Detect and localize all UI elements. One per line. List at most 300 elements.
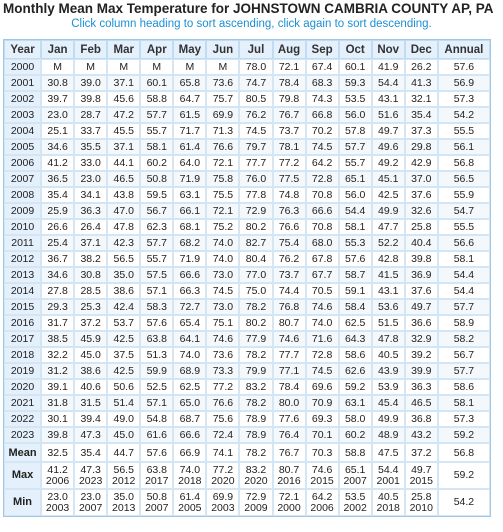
year-cell: 2009 [4,203,41,219]
annual-cell: 57.3 [438,91,490,107]
min-cell [372,489,405,516]
month-cell: 66.6 [173,267,206,283]
min-year: 2009 [244,501,268,514]
max-cell [206,462,239,489]
month-cell: 50.8 [140,171,173,187]
month-cell: 28.7 [74,107,107,123]
month-cell: 55.7 [140,123,173,139]
month-cell: 80.2 [239,219,272,235]
month-cell: 47.8 [107,219,140,235]
min-year: 2000 [277,501,301,514]
month-cell: 47.3 [74,427,107,443]
month-cell: 78.9 [239,427,272,443]
min-year: 2005 [178,501,202,514]
min-cell [140,489,173,516]
month-cell: 74.0 [173,347,206,363]
month-cell: 42.9 [405,155,438,171]
month-cell: 76.6 [206,139,239,155]
month-cell: 76.4 [273,427,306,443]
month-cell: 60.1 [140,75,173,91]
min-cell [273,489,306,516]
max-cell [74,462,107,489]
month-cell: M [41,59,74,75]
month-cell: 36.6 [405,315,438,331]
month-cell: 58.6 [339,347,372,363]
month-cell: 57.6 [140,315,173,331]
month-cell: 39.4 [74,411,107,427]
min-year: 2002 [343,501,367,514]
month-cell: 73.0 [206,267,239,283]
month-cell: 49.9 [372,203,405,219]
month-cell: M [140,59,173,75]
min-year: 2003 [211,501,235,514]
month-cell: 39.0 [74,75,107,91]
header-row [4,40,490,59]
month-cell: 75.6 [206,411,239,427]
year-cell: 2006 [4,155,41,171]
year-cell: 2008 [4,187,41,203]
month-cell: 78.0 [239,59,272,75]
year-cell: 2016 [4,315,41,331]
month-cell: 80.7 [273,315,306,331]
month-cell: 73.0 [206,299,239,315]
month-cell: 46.5 [405,395,438,411]
max-value: 54.4 [378,463,399,476]
month-cell: 71.9 [173,171,206,187]
month-cell: 56.5 [107,251,140,267]
month-cell: 38.6 [74,363,107,379]
table-row [4,171,490,187]
annual-cell: 56.1 [438,139,490,155]
month-cell: 47.7 [372,219,405,235]
month-cell: 72.1 [206,203,239,219]
min-annual-cell: 54.2 [438,489,490,516]
mean-cell: 47.5 [372,443,405,462]
month-cell: 25.9 [41,203,74,219]
month-cell: 41.2 [41,155,74,171]
max-value: 49.7 [411,463,432,476]
month-cell: 75.1 [206,315,239,331]
month-cell: 72.4 [206,427,239,443]
month-cell: 49.7 [372,123,405,139]
year-cell: 2018 [4,347,41,363]
month-cell: 51.5 [372,315,405,331]
min-value: 64.2 [311,490,333,503]
max-cell [372,462,405,489]
max-cell [405,462,438,489]
year-cell: 2021 [4,395,41,411]
year-cell: 2014 [4,283,41,299]
max-cell [140,462,173,489]
month-cell: 68.2 [173,235,206,251]
year-cell: 2002 [4,91,41,107]
annual-cell: 56.7 [438,347,490,363]
month-cell: 25.1 [41,123,74,139]
month-cell: 45.4 [372,395,405,411]
month-cell: 66.8 [306,107,339,123]
annual-cell: 54.4 [438,283,490,299]
table-row [4,363,490,379]
min-cell [41,489,74,516]
month-cell: 51.4 [107,395,140,411]
month-cell: 62.5 [173,379,206,395]
month-cell: 78.4 [273,379,306,395]
month-cell: 78.2 [239,299,272,315]
month-cell: 74.5 [306,139,339,155]
month-cell: 54.4 [372,75,405,91]
month-cell: 49.2 [372,155,405,171]
month-cell: 72.1 [206,155,239,171]
year-cell: 2020 [4,379,41,395]
table-row [4,91,490,107]
month-cell: 57.7 [140,235,173,251]
min-value: 23.0 [80,490,101,503]
month-cell: 64.1 [173,331,206,347]
month-cell: 45.0 [74,347,107,363]
month-cell: 39.8 [74,91,107,107]
month-cell: 74.8 [273,187,306,203]
max-year: 2018 [178,474,202,487]
month-cell: 62.3 [140,219,173,235]
max-year: 2016 [277,474,301,487]
month-cell: 70.1 [306,427,339,443]
column-header-jan[interactable]: Jan [41,40,74,59]
month-cell: 55.3 [339,235,372,251]
min-year: 2007 [78,501,103,514]
month-cell: 75.2 [206,219,239,235]
column-header-annual[interactable]: Annual [438,40,490,59]
year-cell: 2004 [4,123,41,139]
max-value: 56.5 [113,463,134,476]
month-cell: 63.8 [140,331,173,347]
max-value: 47.3 [80,463,101,476]
month-cell: 34.6 [41,139,74,155]
month-cell: 78.9 [239,411,272,427]
min-year: 2010 [409,501,433,514]
annual-cell: 54.2 [438,107,490,123]
month-cell: 80.0 [273,395,306,411]
month-cell: 47.8 [372,331,405,347]
month-cell: 45.5 [107,123,140,139]
month-cell: 42.4 [107,299,140,315]
column-header-oct[interactable]: Oct [339,40,372,59]
month-cell: 61.4 [173,139,206,155]
month-cell: 58.0 [339,411,372,427]
month-cell: 74.0 [306,315,339,331]
min-year: 2003 [45,501,70,514]
month-cell: 75.4 [273,235,306,251]
max-cell [273,462,306,489]
mean-cell: 58.8 [339,443,372,462]
month-cell: 30.8 [41,75,74,91]
max-year: 2015 [310,474,334,487]
annual-cell: 58.6 [438,379,490,395]
min-value: 25.8 [411,490,432,503]
month-cell: 42.3 [107,235,140,251]
month-cell: 36.5 [41,171,74,187]
month-cell: 57.7 [140,107,173,123]
year-cell: 2003 [4,107,41,123]
month-cell: 80.4 [239,251,272,267]
max-cell [306,462,339,489]
month-cell: 23.0 [41,107,74,123]
table-row [4,235,490,251]
month-cell: 68.9 [173,363,206,379]
month-cell: 33.0 [74,155,107,171]
year-cell: 2012 [4,251,41,267]
month-cell: 77.2 [273,155,306,171]
month-cell: 40.4 [405,235,438,251]
month-cell: 56.7 [140,203,173,219]
annual-cell: 55.9 [438,187,490,203]
max-year: 2017 [145,474,169,487]
max-row [4,462,490,489]
table-row [4,59,490,75]
month-cell: 39.2 [405,347,438,363]
month-cell: 29.8 [405,139,438,155]
table-row [4,219,490,235]
month-cell: 67.7 [306,267,339,283]
column-header-may[interactable]: May [173,40,206,59]
year-cell: 2007 [4,171,41,187]
month-cell: 75.8 [206,171,239,187]
table-row [4,187,490,203]
year-cell: 2023 [4,427,41,443]
month-cell: 25.4 [41,235,74,251]
table-row [4,107,490,123]
month-cell: 68.1 [173,219,206,235]
min-year: 2006 [310,501,334,514]
month-cell: 64.3 [339,331,372,347]
month-cell: 73.7 [273,123,306,139]
year-cell: 2010 [4,219,41,235]
table-row [4,315,490,331]
min-row [4,489,490,516]
min-cell [74,489,107,516]
mean-cell: 74.1 [206,443,239,462]
month-cell: 70.5 [306,283,339,299]
annual-cell: 56.5 [438,171,490,187]
month-cell: M [206,59,239,75]
min-value: 53.5 [344,490,366,503]
month-cell: 68.7 [173,411,206,427]
min-year: 2018 [376,501,400,514]
mean-cell: 37.2 [405,443,438,462]
mean-label: Mean [4,443,41,462]
annual-cell: 55.5 [438,219,490,235]
month-cell: 32.6 [405,203,438,219]
month-cell: 69.3 [306,411,339,427]
table-row [4,155,490,171]
month-cell: 77.0 [239,267,272,283]
month-cell: 59.5 [140,187,173,203]
year-cell: 2015 [4,299,41,315]
column-header-year[interactable]: Year [4,40,41,59]
month-cell: 77.7 [273,347,306,363]
month-cell: 77.2 [206,379,239,395]
month-cell: 57.8 [339,123,372,139]
annual-cell: 54.4 [438,267,490,283]
column-header-dec[interactable]: Dec [405,40,438,59]
min-cell [206,489,239,516]
month-cell: 36.8 [405,411,438,427]
sort-instructions: Click column heading to sort ascending, click again to sort descending. [71,18,432,30]
month-cell: 77.8 [239,187,272,203]
month-cell: 50.6 [107,379,140,395]
month-cell: 37.1 [74,235,107,251]
month-cell: 62.5 [339,315,372,331]
month-cell: 78.4 [273,75,306,91]
column-header-jul[interactable]: Jul [239,40,272,59]
month-cell: 56.0 [339,107,372,123]
month-cell: 38.2 [74,251,107,267]
table-row [4,251,490,267]
month-cell: 75.7 [206,91,239,107]
table-row [4,139,490,155]
month-cell: 66.1 [173,203,206,219]
month-cell: 79.7 [239,139,272,155]
month-cell: 45.9 [74,331,107,347]
annual-cell: 58.2 [438,331,490,347]
month-cell: 68.3 [306,75,339,91]
month-cell: 75.5 [206,187,239,203]
month-cell: 80.2 [239,315,272,331]
max-year: 2001 [376,474,400,487]
month-cell: 57.1 [140,395,173,411]
month-cell: 72.8 [306,347,339,363]
month-cell: 74.5 [306,363,339,379]
max-cell [107,462,140,489]
month-cell: 48.9 [372,427,405,443]
mean-cell: 56.8 [438,443,490,462]
max-year: 2007 [343,474,367,487]
month-cell: 23.0 [74,171,107,187]
month-cell: 49.0 [107,411,140,427]
column-header-apr[interactable]: Apr [140,40,173,59]
annual-cell: 54.7 [438,203,490,219]
month-cell: 70.9 [306,395,339,411]
month-cell: 45.0 [107,427,140,443]
month-cell: 58.3 [140,299,173,315]
month-cell: 49.7 [405,299,438,315]
month-cell: 77.9 [239,331,272,347]
month-cell: 32.1 [405,91,438,107]
max-cell [339,462,372,489]
month-cell: 73.3 [206,363,239,379]
table-row [4,411,490,427]
month-cell: 59.9 [140,363,173,379]
month-cell: 31.7 [41,315,74,331]
month-cell: 61.6 [140,427,173,443]
month-cell: 39.7 [41,91,74,107]
month-cell: 32.9 [405,331,438,347]
min-cell [405,489,438,516]
month-cell: 52.5 [140,379,173,395]
annual-cell: 57.7 [438,299,490,315]
month-cell: 74.5 [206,283,239,299]
month-cell: 72.7 [173,299,206,315]
month-cell: 53.7 [107,315,140,331]
month-cell: 34.6 [41,267,74,283]
month-cell: 43.2 [405,427,438,443]
column-header-aug[interactable]: Aug [273,40,306,59]
column-header-sep[interactable]: Sep [306,40,339,59]
mean-cell: 78.2 [239,443,272,462]
month-cell: 54.8 [140,411,173,427]
month-cell: 74.4 [273,283,306,299]
month-cell: 83.2 [239,379,272,395]
annual-cell: 55.5 [438,123,490,139]
year-cell: 2013 [4,267,41,283]
annual-cell: 58.9 [438,315,490,331]
column-header-feb[interactable]: Feb [74,40,107,59]
month-cell: 30.1 [41,411,74,427]
month-cell: 25.8 [405,219,438,235]
column-header-mar[interactable]: Mar [107,40,140,59]
month-cell: 64.0 [173,155,206,171]
month-cell: 59.2 [339,379,372,395]
table-row [4,75,490,91]
month-cell: 78.2 [239,395,272,411]
month-cell: 40.5 [372,347,405,363]
column-header-jun[interactable]: Jun [206,40,239,59]
month-cell: 59.1 [339,283,372,299]
month-cell: 74.3 [306,91,339,107]
table-row [4,299,490,315]
column-header-nov[interactable]: Nov [372,40,405,59]
month-cell: 74.5 [239,123,272,139]
page-title: Monthly Mean Max Temperature for JOHNSTOWN CAMBRIA COUNTY AP, PA [3,1,494,16]
month-cell: 57.5 [140,267,173,283]
month-cell: 45.6 [107,91,140,107]
month-cell: 26.6 [41,219,74,235]
annual-cell: 56.9 [438,75,490,91]
month-cell: 74.6 [306,299,339,315]
min-value: 61.4 [179,490,201,503]
month-cell: 36.3 [74,203,107,219]
month-cell: 35.5 [74,139,107,155]
month-cell: 68.0 [306,235,339,251]
month-cell: 37.5 [107,347,140,363]
month-cell: 58.1 [339,219,372,235]
month-cell: 67.8 [306,251,339,267]
max-value: 83.2 [245,463,267,476]
min-cell [339,489,372,516]
month-cell: 66.6 [306,203,339,219]
month-cell: 69.6 [306,379,339,395]
month-cell: 79.9 [239,363,272,379]
max-year: 2020 [244,474,268,487]
month-cell: 57.1 [140,283,173,299]
month-cell: 76.2 [239,107,272,123]
month-cell: 44.1 [107,155,140,171]
month-cell: 41.3 [405,75,438,91]
min-value: 72.1 [278,490,300,503]
max-annual-cell: 59.2 [438,462,490,489]
month-cell: 61.5 [173,107,206,123]
month-cell: 62.6 [339,363,372,379]
max-value: 63.8 [146,463,167,476]
month-cell: 77.1 [273,363,306,379]
month-cell: 65.4 [173,315,206,331]
month-cell: 26.4 [74,219,107,235]
month-cell: 71.3 [206,123,239,139]
month-cell: 47.0 [107,203,140,219]
month-cell: 25.3 [74,299,107,315]
max-year: 2006 [45,474,70,487]
month-cell: 76.6 [273,219,306,235]
max-cell [173,462,206,489]
